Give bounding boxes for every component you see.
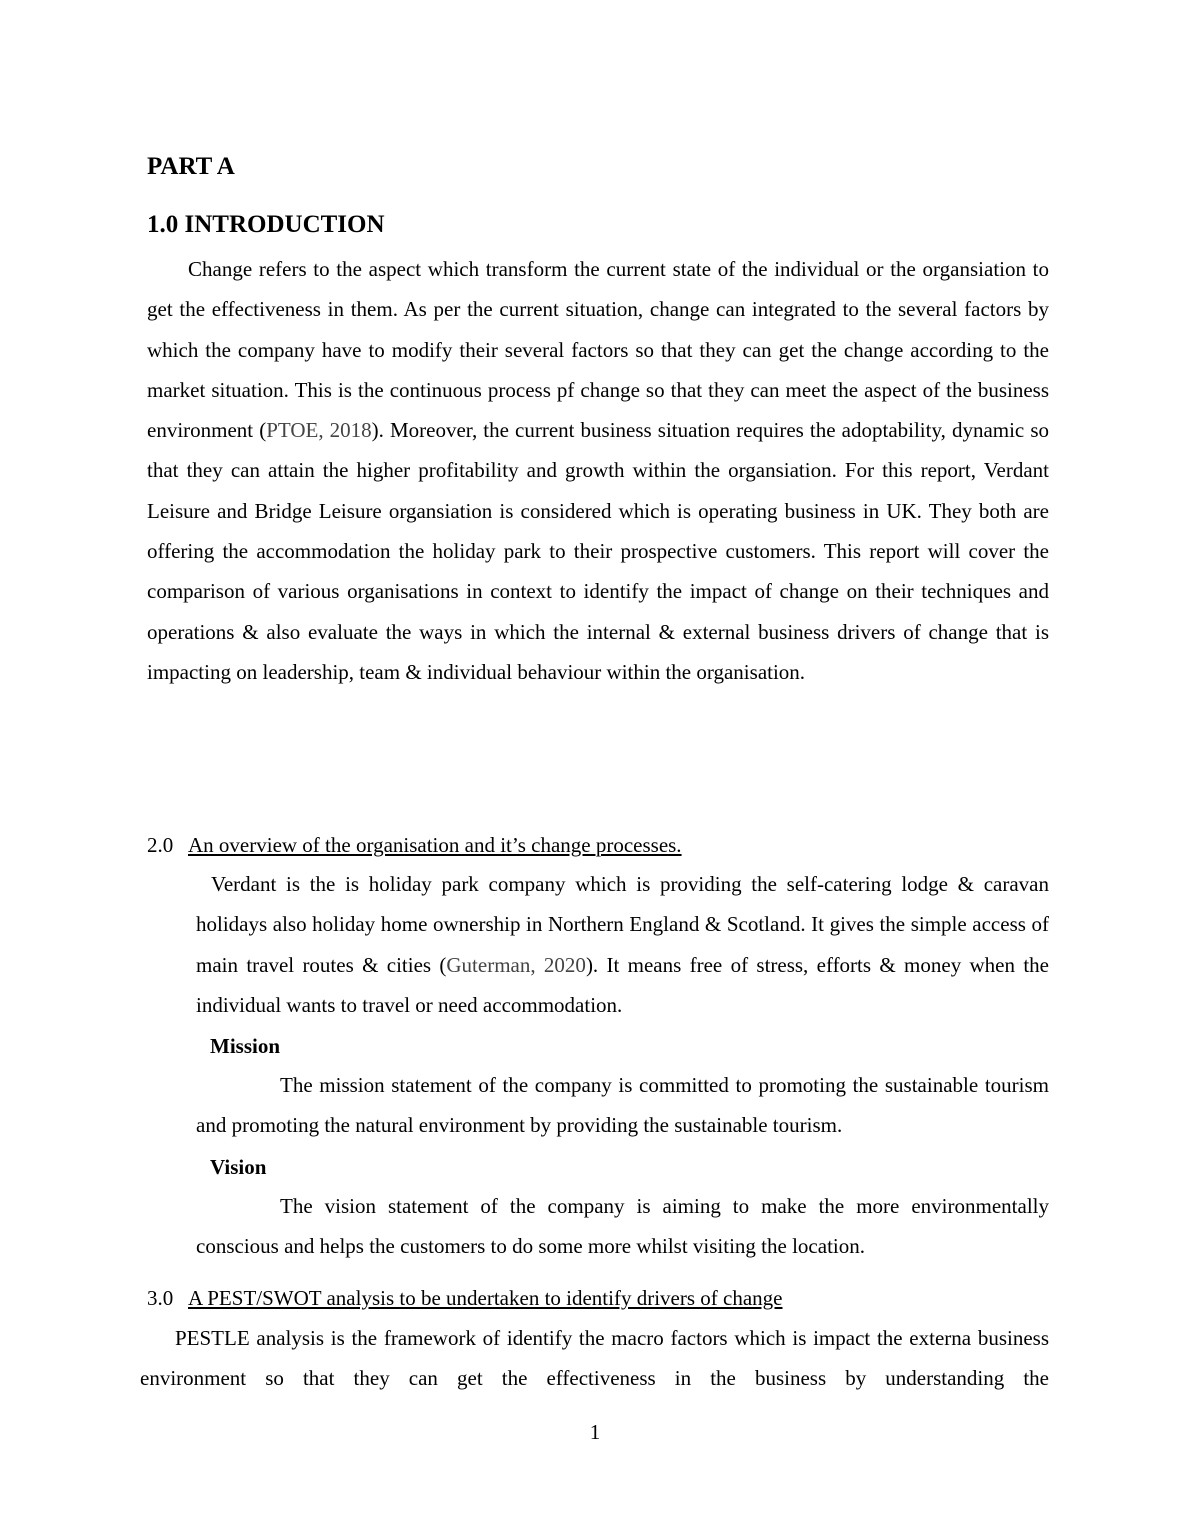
introduction-text-end: ). Moreover, the current business situation requires the adoptability, dynamic so that they can attain the higher profitability and growth within the organsiation. For this report, Verdant Leisure and Bridge Leisure organsiation is considered which is operating business in UK. They both are offering the accommodation the holiday park to their prospective customers. This report will cover the comparison of various organisations in context to identify the impact of change on their techniques and operations & also evaluate the ways in which the internal & external business drivers of change that is impacting on leadership, team & individual behaviour within the organisation. <box>147 418 1049 684</box>
introduction-paragraph <box>147 249 1049 692</box>
section-3-heading: A PEST/SWOT analysis to be undertaken to identify drivers of change <box>188 1286 783 1310</box>
mission-heading: Mission <box>210 1034 281 1058</box>
part-title: PART A <box>147 153 235 180</box>
introduction-text-start: Change refers to the aspect which transform the current state of the individual or the organsiation to get the effectiveness in them. As per the current situation, change can integrated to the several factors by which the company have to modify their several factors so that they can get the change according to the market situation. This is the continuous process pf change so that they can meet the aspect of the business environment ( <box>147 257 1049 443</box>
overview-paragraph <box>196 864 1049 1025</box>
overview-text-end: ). It means free of stress, efforts & money when the individual wants to travel or need accommodation. <box>196 952 1049 1017</box>
section-2-heading: An overview of the organisation and it’s change processes. <box>188 833 682 857</box>
citation-guterman: Guterman, 2020 <box>446 952 586 977</box>
citation-ptoe: PTOE, 2018 <box>266 418 372 443</box>
introduction-heading: 1.0 INTRODUCTION <box>147 211 385 238</box>
section-3-title <box>147 1284 783 1312</box>
vision-heading: Vision <box>210 1155 267 1179</box>
mission-paragraph: The mission statement of the company is committed to promoting the sustainable tourism and promoting the natural environment by providing the sustainable tourism. <box>196 1073 1049 1138</box>
page-number: 1 <box>589 1420 601 1444</box>
pestle-paragraph: PESTLE analysis is the framework of identify the macro factors which is impact the externa business environment so that they can get the effectiveness in the business by understanding the <box>140 1326 1049 1391</box>
section-2-number: 2.0 <box>147 833 174 857</box>
overview-text-start: Verdant is the is holiday park company which is providing the self-catering lodge & caravan holidays also holiday home ownership in Northern England & Scotland. It gives the simple access of main travel routes & cities ( <box>196 872 1049 977</box>
section-2-title <box>147 831 682 859</box>
vision-paragraph: The vision statement of the company is aiming to make the more environmentally conscious and helps the customers to do some more whilst visiting the location. <box>196 1194 1049 1259</box>
section-3-number: 3.0 <box>147 1286 174 1310</box>
